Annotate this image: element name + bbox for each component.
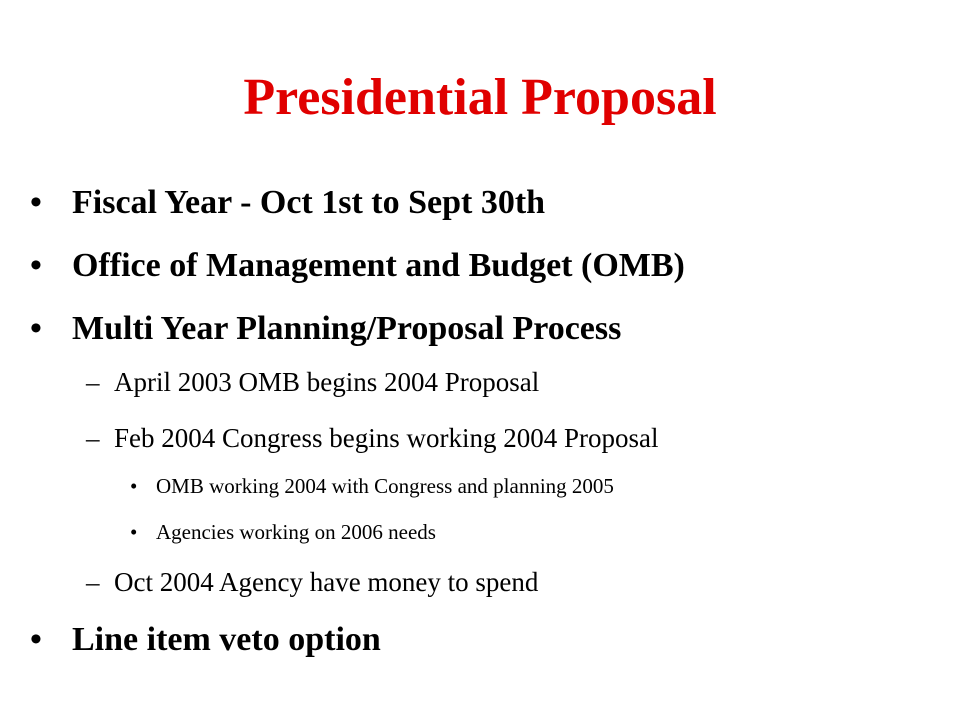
bullet-marker: • [30,310,42,347]
bullet-text: Multi Year Planning/Proposal Process [72,310,622,347]
bullet-text: Fiscal Year - Oct 1st to Sept 30th [72,184,546,221]
subbullet-text: April 2003 OMB begins 2004 Proposal [114,367,540,397]
bullet-marker: • [30,184,42,221]
dash-marker: – [86,423,100,453]
bullet-text: Office of Management and Budget (OMB) [72,247,685,284]
subbullet-text: Oct 2004 Agency have money to spend [114,567,539,597]
bullet-marker: • [30,247,42,284]
bullet-marker: • [30,621,42,658]
subsubbullet-text: Agencies working on 2006 needs [156,520,436,544]
dash-marker: – [86,367,100,397]
bullet-text: Line item veto option [72,621,381,658]
slide-title: Presidential Proposal [243,69,717,126]
subbullet-text: Feb 2004 Congress begins working 2004 Proposal [114,423,659,453]
bullet-marker: • [130,520,138,544]
subsubbullet-text: OMB working 2004 with Congress and planning 2005 [156,474,614,498]
dash-marker: – [86,567,100,597]
bullet-marker: • [130,474,138,498]
